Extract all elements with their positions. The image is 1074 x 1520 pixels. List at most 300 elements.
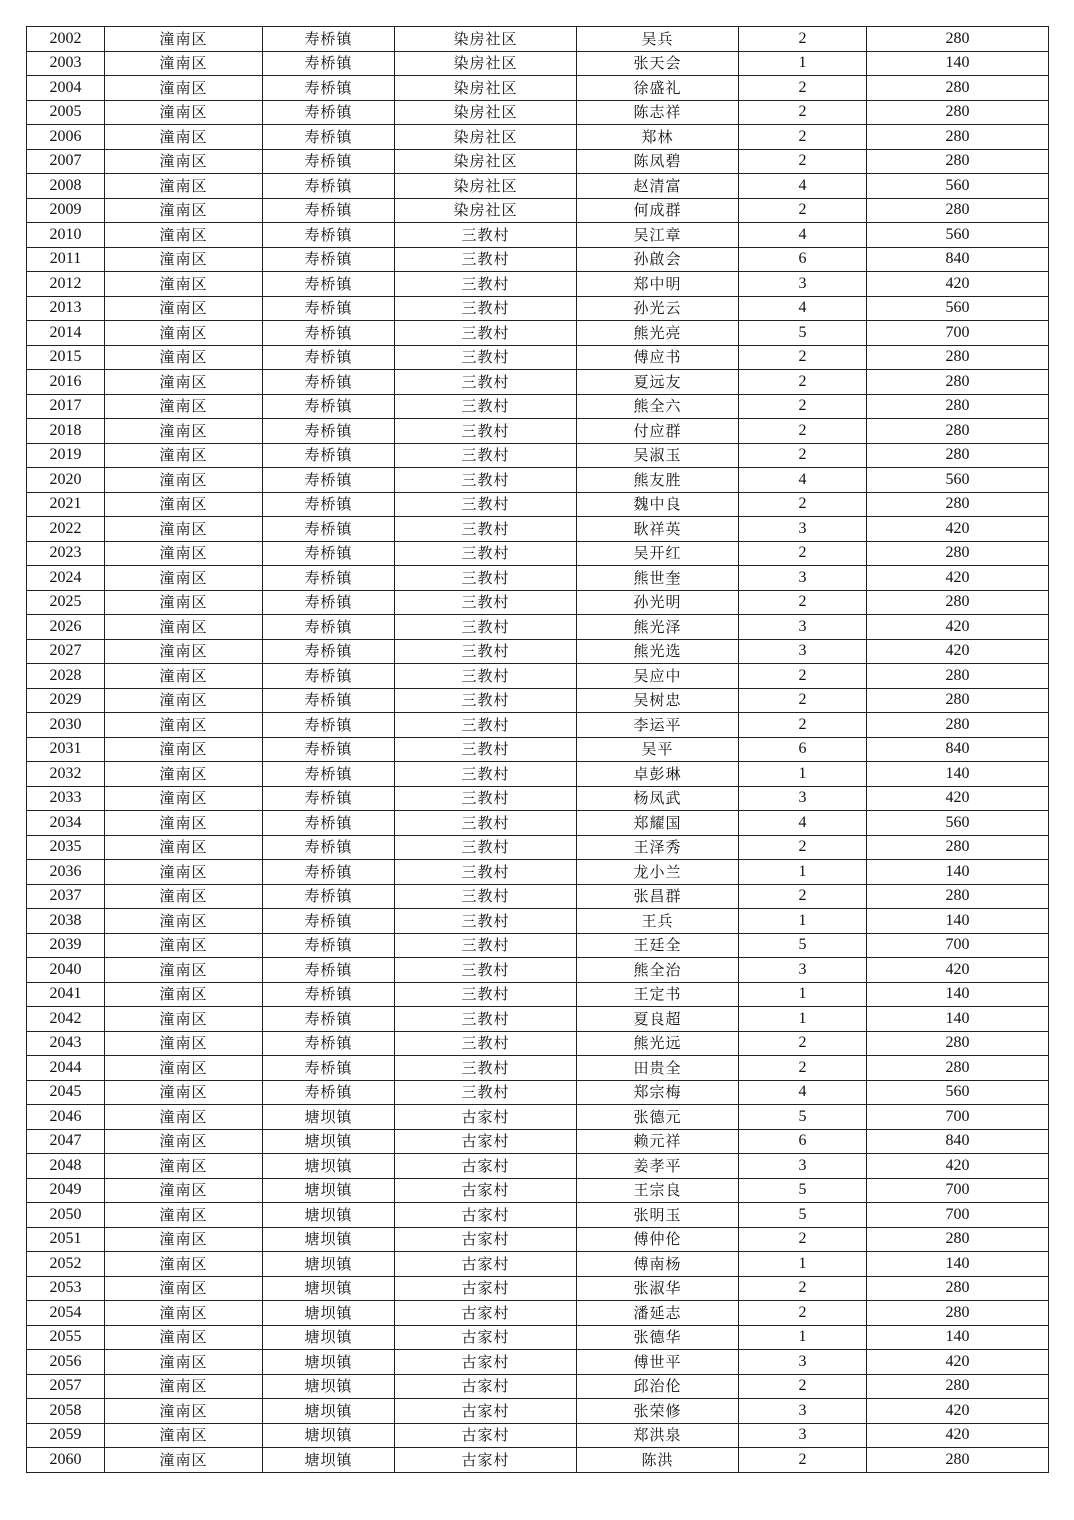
name-cell: 郑中明	[577, 272, 739, 297]
town-cell: 寿桥镇	[263, 1031, 395, 1056]
district-cell: 潼南区	[105, 566, 263, 591]
household-count-cell: 2	[739, 713, 867, 738]
district-cell: 潼南区	[105, 1276, 263, 1301]
household-count-cell: 5	[739, 933, 867, 958]
name-cell: 王廷全	[577, 933, 739, 958]
town-cell: 寿桥镇	[263, 958, 395, 983]
table-row	[27, 933, 1049, 958]
table-row	[27, 1031, 1049, 1056]
town-cell: 寿桥镇	[263, 492, 395, 517]
name-cell: 吴应中	[577, 664, 739, 689]
amount-cell: 840	[867, 247, 1049, 272]
name-cell: 王泽秀	[577, 835, 739, 860]
village-cell: 三教村	[395, 737, 577, 762]
village-cell: 三教村	[395, 443, 577, 468]
village-cell: 三教村	[395, 517, 577, 542]
table-row	[27, 345, 1049, 370]
household-count-cell: 3	[739, 1154, 867, 1179]
village-cell: 三教村	[395, 394, 577, 419]
district-cell: 潼南区	[105, 394, 263, 419]
document-page	[26, 26, 1048, 1473]
household-count-cell: 2	[739, 76, 867, 101]
serial-number-cell: 2002	[27, 27, 105, 52]
amount-cell: 560	[867, 1080, 1049, 1105]
village-cell: 三教村	[395, 933, 577, 958]
town-cell: 寿桥镇	[263, 909, 395, 934]
village-cell: 三教村	[395, 713, 577, 738]
town-cell: 寿桥镇	[263, 272, 395, 297]
household-count-cell: 1	[739, 1325, 867, 1350]
village-cell: 三教村	[395, 541, 577, 566]
name-cell: 魏中良	[577, 492, 739, 517]
serial-number-cell: 2055	[27, 1325, 105, 1350]
amount-cell: 420	[867, 1423, 1049, 1448]
serial-number-cell: 2016	[27, 370, 105, 395]
town-cell: 塘坝镇	[263, 1374, 395, 1399]
table-row	[27, 223, 1049, 248]
household-count-cell: 4	[739, 296, 867, 321]
table-row	[27, 786, 1049, 811]
district-cell: 潼南区	[105, 1105, 263, 1130]
town-cell: 寿桥镇	[263, 860, 395, 885]
household-count-cell: 4	[739, 1080, 867, 1105]
table-row	[27, 1423, 1049, 1448]
serial-number-cell: 2035	[27, 835, 105, 860]
serial-number-cell: 2057	[27, 1374, 105, 1399]
town-cell: 塘坝镇	[263, 1325, 395, 1350]
amount-cell: 280	[867, 1374, 1049, 1399]
village-cell: 古家村	[395, 1350, 577, 1375]
household-count-cell: 2	[739, 125, 867, 150]
district-cell: 潼南区	[105, 1129, 263, 1154]
serial-number-cell: 2019	[27, 443, 105, 468]
town-cell: 寿桥镇	[263, 125, 395, 150]
district-cell: 潼南区	[105, 541, 263, 566]
village-cell: 三教村	[395, 835, 577, 860]
amount-cell: 840	[867, 737, 1049, 762]
town-cell: 寿桥镇	[263, 51, 395, 76]
village-cell: 三教村	[395, 1056, 577, 1081]
amount-cell: 280	[867, 664, 1049, 689]
table-row	[27, 860, 1049, 885]
village-cell: 古家村	[395, 1178, 577, 1203]
district-cell: 潼南区	[105, 370, 263, 395]
table-row	[27, 296, 1049, 321]
village-cell: 三教村	[395, 884, 577, 909]
table-row	[27, 492, 1049, 517]
town-cell: 寿桥镇	[263, 174, 395, 199]
town-cell: 寿桥镇	[263, 517, 395, 542]
district-cell: 潼南区	[105, 1203, 263, 1228]
village-cell: 三教村	[395, 296, 577, 321]
district-cell: 潼南区	[105, 76, 263, 101]
serial-number-cell: 2042	[27, 1007, 105, 1032]
village-cell: 三教村	[395, 762, 577, 787]
name-cell: 张昌群	[577, 884, 739, 909]
serial-number-cell: 2040	[27, 958, 105, 983]
amount-cell: 560	[867, 174, 1049, 199]
name-cell: 王兵	[577, 909, 739, 934]
town-cell: 寿桥镇	[263, 713, 395, 738]
town-cell: 塘坝镇	[263, 1178, 395, 1203]
name-cell: 赵清富	[577, 174, 739, 199]
serial-number-cell: 2052	[27, 1252, 105, 1277]
town-cell: 寿桥镇	[263, 100, 395, 125]
town-cell: 寿桥镇	[263, 835, 395, 860]
amount-cell: 280	[867, 76, 1049, 101]
table-row	[27, 835, 1049, 860]
serial-number-cell: 2053	[27, 1276, 105, 1301]
serial-number-cell: 2017	[27, 394, 105, 419]
town-cell: 寿桥镇	[263, 688, 395, 713]
name-cell: 郑耀国	[577, 811, 739, 836]
town-cell: 寿桥镇	[263, 443, 395, 468]
household-count-cell: 1	[739, 982, 867, 1007]
village-cell: 古家村	[395, 1448, 577, 1473]
village-cell: 染房社区	[395, 174, 577, 199]
name-cell: 王定书	[577, 982, 739, 1007]
name-cell: 孙啟会	[577, 247, 739, 272]
household-count-cell: 3	[739, 958, 867, 983]
amount-cell: 280	[867, 1031, 1049, 1056]
district-cell: 潼南区	[105, 909, 263, 934]
household-count-cell: 3	[739, 1350, 867, 1375]
town-cell: 塘坝镇	[263, 1105, 395, 1130]
name-cell: 耿祥英	[577, 517, 739, 542]
amount-cell: 280	[867, 884, 1049, 909]
village-cell: 三教村	[395, 811, 577, 836]
town-cell: 寿桥镇	[263, 149, 395, 174]
name-cell: 傅仲伦	[577, 1227, 739, 1252]
subsidy-list-table	[26, 26, 1049, 1473]
amount-cell: 280	[867, 1301, 1049, 1326]
amount-cell: 280	[867, 370, 1049, 395]
amount-cell: 280	[867, 443, 1049, 468]
name-cell: 张淑华	[577, 1276, 739, 1301]
village-cell: 三教村	[395, 664, 577, 689]
district-cell: 潼南区	[105, 1007, 263, 1032]
town-cell: 塘坝镇	[263, 1448, 395, 1473]
village-cell: 三教村	[395, 1007, 577, 1032]
table-body	[27, 27, 1049, 1473]
table-row	[27, 272, 1049, 297]
serial-number-cell: 2049	[27, 1178, 105, 1203]
village-cell: 三教村	[395, 272, 577, 297]
name-cell: 龙小兰	[577, 860, 739, 885]
household-count-cell: 2	[739, 1056, 867, 1081]
name-cell: 张天会	[577, 51, 739, 76]
table-row	[27, 370, 1049, 395]
table-row	[27, 909, 1049, 934]
household-count-cell: 4	[739, 811, 867, 836]
name-cell: 张德华	[577, 1325, 739, 1350]
serial-number-cell: 2032	[27, 762, 105, 787]
name-cell: 熊全治	[577, 958, 739, 983]
household-count-cell: 2	[739, 688, 867, 713]
name-cell: 夏良超	[577, 1007, 739, 1032]
name-cell: 王宗良	[577, 1178, 739, 1203]
household-count-cell: 2	[739, 1031, 867, 1056]
village-cell: 染房社区	[395, 76, 577, 101]
table-row	[27, 615, 1049, 640]
district-cell: 潼南区	[105, 958, 263, 983]
town-cell: 寿桥镇	[263, 982, 395, 1007]
district-cell: 潼南区	[105, 272, 263, 297]
serial-number-cell: 2030	[27, 713, 105, 738]
household-count-cell: 1	[739, 909, 867, 934]
table-row	[27, 713, 1049, 738]
table-row	[27, 1227, 1049, 1252]
name-cell: 潘延志	[577, 1301, 739, 1326]
amount-cell: 700	[867, 1203, 1049, 1228]
town-cell: 寿桥镇	[263, 76, 395, 101]
household-count-cell: 2	[739, 884, 867, 909]
household-count-cell: 2	[739, 149, 867, 174]
serial-number-cell: 2023	[27, 541, 105, 566]
serial-number-cell: 2060	[27, 1448, 105, 1473]
amount-cell: 840	[867, 1129, 1049, 1154]
village-cell: 古家村	[395, 1105, 577, 1130]
household-count-cell: 1	[739, 860, 867, 885]
household-count-cell: 5	[739, 1178, 867, 1203]
table-row	[27, 1203, 1049, 1228]
serial-number-cell: 2046	[27, 1105, 105, 1130]
serial-number-cell: 2012	[27, 272, 105, 297]
household-count-cell: 3	[739, 786, 867, 811]
name-cell: 孙光云	[577, 296, 739, 321]
name-cell: 何成群	[577, 198, 739, 223]
village-cell: 三教村	[395, 688, 577, 713]
table-row	[27, 125, 1049, 150]
amount-cell: 560	[867, 468, 1049, 493]
name-cell: 李运平	[577, 713, 739, 738]
household-count-cell: 2	[739, 1276, 867, 1301]
household-count-cell: 4	[739, 223, 867, 248]
village-cell: 三教村	[395, 223, 577, 248]
district-cell: 潼南区	[105, 786, 263, 811]
town-cell: 寿桥镇	[263, 321, 395, 346]
village-cell: 三教村	[395, 909, 577, 934]
serial-number-cell: 2056	[27, 1350, 105, 1375]
district-cell: 潼南区	[105, 933, 263, 958]
household-count-cell: 3	[739, 566, 867, 591]
town-cell: 寿桥镇	[263, 566, 395, 591]
village-cell: 古家村	[395, 1399, 577, 1424]
name-cell: 吴兵	[577, 27, 739, 52]
name-cell: 田贵全	[577, 1056, 739, 1081]
table-row	[27, 1056, 1049, 1081]
household-count-cell: 3	[739, 517, 867, 542]
household-count-cell: 4	[739, 468, 867, 493]
table-row	[27, 1252, 1049, 1277]
table-row	[27, 443, 1049, 468]
household-count-cell: 2	[739, 1374, 867, 1399]
amount-cell: 280	[867, 1276, 1049, 1301]
name-cell: 陈凤碧	[577, 149, 739, 174]
district-cell: 潼南区	[105, 1374, 263, 1399]
district-cell: 潼南区	[105, 345, 263, 370]
amount-cell: 280	[867, 541, 1049, 566]
district-cell: 潼南区	[105, 1080, 263, 1105]
name-cell: 郑宗梅	[577, 1080, 739, 1105]
town-cell: 寿桥镇	[263, 247, 395, 272]
town-cell: 寿桥镇	[263, 786, 395, 811]
town-cell: 寿桥镇	[263, 296, 395, 321]
household-count-cell: 2	[739, 198, 867, 223]
district-cell: 潼南区	[105, 492, 263, 517]
district-cell: 潼南区	[105, 247, 263, 272]
household-count-cell: 2	[739, 1227, 867, 1252]
village-cell: 三教村	[395, 566, 577, 591]
serial-number-cell: 2059	[27, 1423, 105, 1448]
serial-number-cell: 2029	[27, 688, 105, 713]
town-cell: 寿桥镇	[263, 933, 395, 958]
serial-number-cell: 2058	[27, 1399, 105, 1424]
table-row	[27, 982, 1049, 1007]
serial-number-cell: 2028	[27, 664, 105, 689]
table-row	[27, 394, 1049, 419]
household-count-cell: 3	[739, 615, 867, 640]
serial-number-cell: 2031	[27, 737, 105, 762]
town-cell: 塘坝镇	[263, 1129, 395, 1154]
name-cell: 傅世平	[577, 1350, 739, 1375]
amount-cell: 420	[867, 1350, 1049, 1375]
town-cell: 寿桥镇	[263, 198, 395, 223]
amount-cell: 560	[867, 296, 1049, 321]
serial-number-cell: 2009	[27, 198, 105, 223]
household-count-cell: 3	[739, 1423, 867, 1448]
table-row	[27, 762, 1049, 787]
town-cell: 寿桥镇	[263, 370, 395, 395]
table-row	[27, 1350, 1049, 1375]
town-cell: 塘坝镇	[263, 1203, 395, 1228]
household-count-cell: 1	[739, 51, 867, 76]
village-cell: 染房社区	[395, 100, 577, 125]
town-cell: 寿桥镇	[263, 27, 395, 52]
town-cell: 寿桥镇	[263, 541, 395, 566]
household-count-cell: 3	[739, 639, 867, 664]
name-cell: 孙光明	[577, 590, 739, 615]
table-row	[27, 1129, 1049, 1154]
serial-number-cell: 2004	[27, 76, 105, 101]
household-count-cell: 2	[739, 419, 867, 444]
serial-number-cell: 2054	[27, 1301, 105, 1326]
amount-cell: 140	[867, 1007, 1049, 1032]
district-cell: 潼南区	[105, 468, 263, 493]
serial-number-cell: 2005	[27, 100, 105, 125]
serial-number-cell: 2011	[27, 247, 105, 272]
town-cell: 塘坝镇	[263, 1350, 395, 1375]
name-cell: 张荣修	[577, 1399, 739, 1424]
village-cell: 三教村	[395, 615, 577, 640]
serial-number-cell: 2048	[27, 1154, 105, 1179]
town-cell: 寿桥镇	[263, 811, 395, 836]
name-cell: 姜孝平	[577, 1154, 739, 1179]
serial-number-cell: 2020	[27, 468, 105, 493]
district-cell: 潼南区	[105, 198, 263, 223]
amount-cell: 140	[867, 762, 1049, 787]
district-cell: 潼南区	[105, 1350, 263, 1375]
amount-cell: 280	[867, 198, 1049, 223]
village-cell: 三教村	[395, 247, 577, 272]
household-count-cell: 6	[739, 1129, 867, 1154]
town-cell: 寿桥镇	[263, 1007, 395, 1032]
table-row	[27, 737, 1049, 762]
amount-cell: 280	[867, 590, 1049, 615]
table-row	[27, 247, 1049, 272]
table-row	[27, 27, 1049, 52]
household-count-cell: 5	[739, 1203, 867, 1228]
name-cell: 吴开红	[577, 541, 739, 566]
district-cell: 潼南区	[105, 860, 263, 885]
district-cell: 潼南区	[105, 590, 263, 615]
table-row	[27, 1448, 1049, 1473]
name-cell: 熊光选	[577, 639, 739, 664]
town-cell: 寿桥镇	[263, 639, 395, 664]
name-cell: 傅南杨	[577, 1252, 739, 1277]
name-cell: 熊友胜	[577, 468, 739, 493]
table-row	[27, 811, 1049, 836]
household-count-cell: 5	[739, 1105, 867, 1130]
district-cell: 潼南区	[105, 811, 263, 836]
village-cell: 三教村	[395, 982, 577, 1007]
table-row	[27, 1080, 1049, 1105]
household-count-cell: 2	[739, 492, 867, 517]
household-count-cell: 1	[739, 1007, 867, 1032]
table-row	[27, 149, 1049, 174]
serial-number-cell: 2022	[27, 517, 105, 542]
serial-number-cell: 2033	[27, 786, 105, 811]
table-row	[27, 76, 1049, 101]
serial-number-cell: 2027	[27, 639, 105, 664]
village-cell: 三教村	[395, 639, 577, 664]
village-cell: 三教村	[395, 860, 577, 885]
district-cell: 潼南区	[105, 100, 263, 125]
village-cell: 古家村	[395, 1227, 577, 1252]
amount-cell: 700	[867, 321, 1049, 346]
name-cell: 徐盛礼	[577, 76, 739, 101]
village-cell: 古家村	[395, 1301, 577, 1326]
district-cell: 潼南区	[105, 321, 263, 346]
table-row	[27, 1301, 1049, 1326]
serial-number-cell: 2051	[27, 1227, 105, 1252]
amount-cell: 140	[867, 1252, 1049, 1277]
village-cell: 三教村	[395, 1031, 577, 1056]
town-cell: 寿桥镇	[263, 1056, 395, 1081]
serial-number-cell: 2007	[27, 149, 105, 174]
table-row	[27, 1105, 1049, 1130]
serial-number-cell: 2038	[27, 909, 105, 934]
household-count-cell: 3	[739, 272, 867, 297]
district-cell: 潼南区	[105, 713, 263, 738]
village-cell: 染房社区	[395, 51, 577, 76]
name-cell: 陈志祥	[577, 100, 739, 125]
table-row	[27, 1374, 1049, 1399]
amount-cell: 420	[867, 517, 1049, 542]
amount-cell: 420	[867, 272, 1049, 297]
village-cell: 三教村	[395, 468, 577, 493]
amount-cell: 280	[867, 688, 1049, 713]
town-cell: 寿桥镇	[263, 615, 395, 640]
amount-cell: 280	[867, 345, 1049, 370]
town-cell: 寿桥镇	[263, 590, 395, 615]
table-row	[27, 639, 1049, 664]
name-cell: 卓彭琳	[577, 762, 739, 787]
district-cell: 潼南区	[105, 835, 263, 860]
table-row	[27, 419, 1049, 444]
table-row	[27, 1007, 1049, 1032]
household-count-cell: 4	[739, 174, 867, 199]
